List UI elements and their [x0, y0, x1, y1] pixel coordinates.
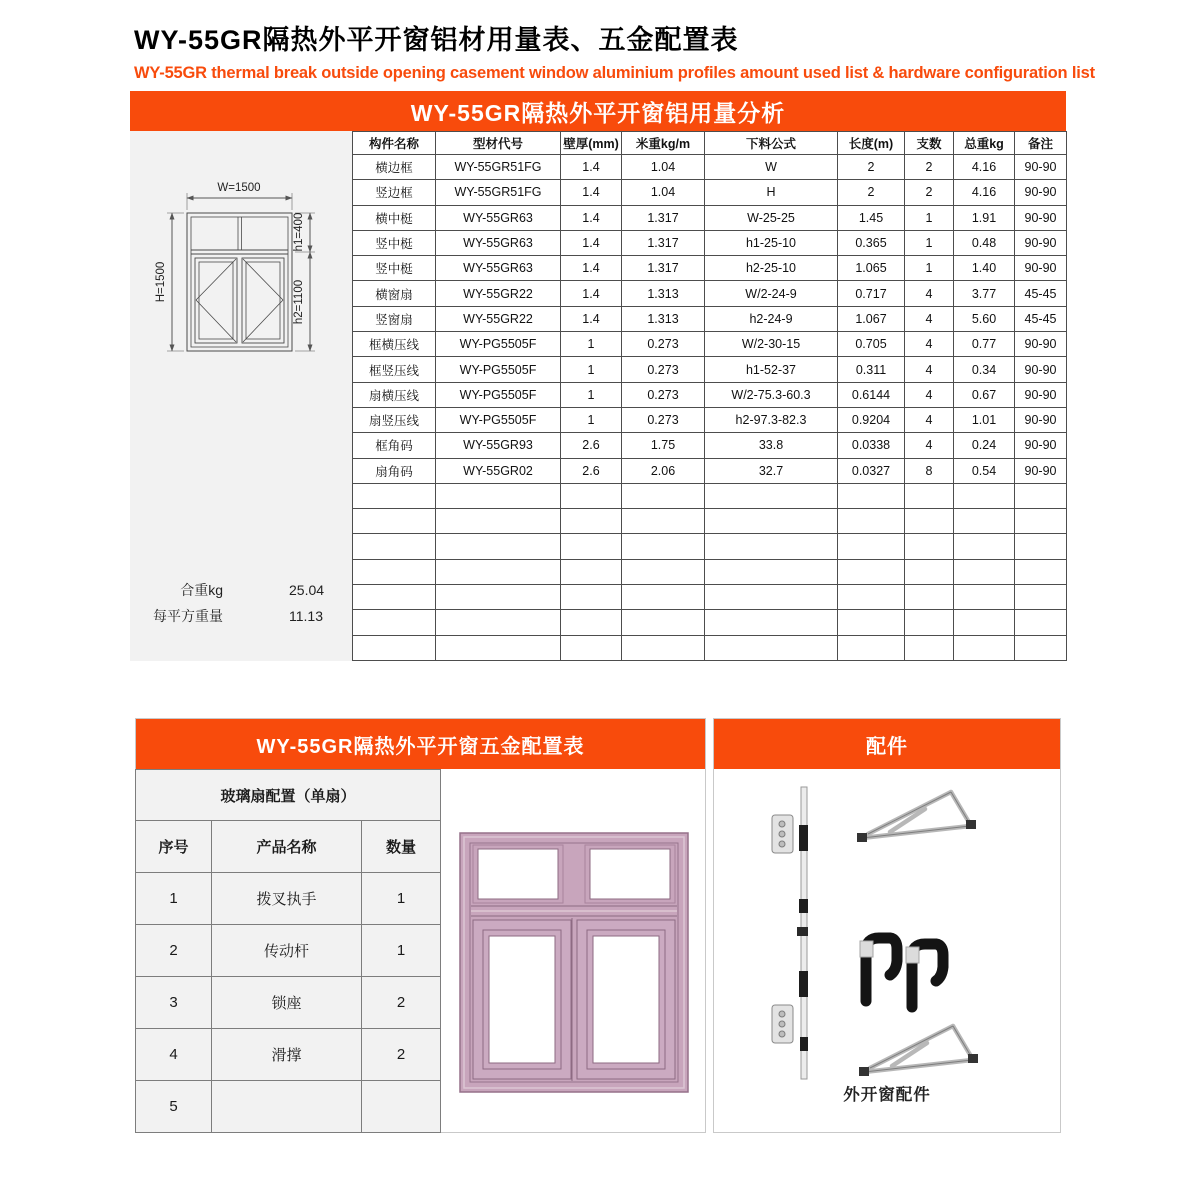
usage-row — [353, 357, 1067, 382]
usage-cell: WY-PG5505F — [436, 357, 561, 382]
usage-cell: 0.77 — [954, 332, 1015, 357]
usage-cell: 扇角码 — [353, 458, 436, 483]
usage-row — [353, 382, 1067, 407]
usage-cell — [561, 610, 622, 635]
usage-row — [353, 610, 1067, 635]
usage-cell: 90-90 — [1015, 256, 1067, 281]
usage-cell — [622, 559, 705, 584]
usage-cell: h1-25-10 — [705, 230, 838, 255]
usage-cell — [1015, 559, 1067, 584]
hardware-cell: 1 — [362, 925, 441, 977]
usage-cell — [705, 585, 838, 610]
usage-cell: 1.04 — [622, 155, 705, 180]
usage-cell: 4 — [905, 332, 954, 357]
usage-cell — [622, 585, 705, 610]
usage-cell: 1.4 — [561, 281, 622, 306]
usage-cell: 4 — [905, 407, 954, 432]
usage-cell — [905, 559, 954, 584]
usage-row — [353, 332, 1067, 357]
usage-cell: 框横压线 — [353, 332, 436, 357]
usage-row — [353, 559, 1067, 584]
usage-column-header: 型材代号 — [436, 132, 561, 155]
usage-cell: WY-55GR51FG — [436, 155, 561, 180]
usage-cell: WY-55GR51FG — [436, 180, 561, 205]
espagnolette-rod-image — [797, 787, 808, 1079]
usage-cell: H — [705, 180, 838, 205]
usage-cell: WY-55GR22 — [436, 281, 561, 306]
usage-cell — [705, 534, 838, 559]
hardware-cell: 锁座 — [212, 977, 362, 1029]
usage-cell: 1.317 — [622, 256, 705, 281]
usage-totals — [130, 577, 352, 629]
usage-cell — [954, 483, 1015, 508]
usage-cell: WY-PG5505F — [436, 332, 561, 357]
usage-cell — [954, 610, 1015, 635]
usage-column-header: 下料公式 — [705, 132, 838, 155]
usage-header-row — [353, 132, 1067, 155]
usage-cell: 90-90 — [1015, 332, 1067, 357]
usage-cell: 90-90 — [1015, 230, 1067, 255]
usage-cell: WY-55GR22 — [436, 306, 561, 331]
usage-cell: 90-90 — [1015, 357, 1067, 382]
usage-cell: W-25-25 — [705, 205, 838, 230]
usage-row — [353, 509, 1067, 534]
usage-cell — [561, 559, 622, 584]
usage-cell: h2-25-10 — [705, 256, 838, 281]
usage-cell: 1 — [905, 205, 954, 230]
usage-cell — [954, 585, 1015, 610]
per-sqm-weight-value: 11.13 — [289, 608, 323, 624]
usage-column-header: 构件名称 — [353, 132, 436, 155]
usage-cell: 0.24 — [954, 433, 1015, 458]
accessories-banner: 配件 — [714, 719, 1060, 769]
usage-cell — [622, 635, 705, 660]
usage-cell — [561, 635, 622, 660]
usage-cell — [561, 483, 622, 508]
usage-row — [353, 230, 1067, 255]
usage-column-header: 米重kg/m — [622, 132, 705, 155]
diagram-width-label: W=1500 — [217, 182, 261, 194]
usage-cell — [705, 509, 838, 534]
usage-cell — [436, 559, 561, 584]
usage-cell: 1.313 — [622, 306, 705, 331]
usage-cell: 4 — [905, 433, 954, 458]
usage-cell: 4 — [905, 281, 954, 306]
usage-cell: 90-90 — [1015, 382, 1067, 407]
usage-cell — [905, 509, 954, 534]
usage-cell — [1015, 635, 1067, 660]
hardware-config-panel — [135, 718, 706, 1133]
usage-cell: WY-55GR63 — [436, 230, 561, 255]
friction-stay-image — [864, 1026, 972, 1072]
usage-cell — [353, 509, 436, 534]
usage-cell — [561, 509, 622, 534]
usage-cell: 0.717 — [838, 281, 905, 306]
usage-cell — [353, 635, 436, 660]
usage-cell: 2.6 — [561, 458, 622, 483]
hardware-row — [136, 977, 441, 1029]
usage-cell: 1.4 — [561, 256, 622, 281]
usage-cell: 3.77 — [954, 281, 1015, 306]
hardware-cell: 3 — [136, 977, 212, 1029]
usage-cell: 竖中梃 — [353, 230, 436, 255]
accessories-caption: 外开窗配件 — [843, 1086, 931, 1104]
usage-cell — [436, 610, 561, 635]
usage-cell — [353, 534, 436, 559]
hardware-column-header: 数量 — [362, 821, 441, 873]
usage-cell: WY-55GR93 — [436, 433, 561, 458]
usage-cell — [436, 483, 561, 508]
usage-cell: 1.4 — [561, 180, 622, 205]
hardware-cell: 5 — [136, 1081, 212, 1133]
usage-cell — [1015, 585, 1067, 610]
usage-cell: 0.48 — [954, 230, 1015, 255]
usage-cell: 2 — [905, 155, 954, 180]
usage-cell: 1.01 — [954, 407, 1015, 432]
usage-cell: 1.04 — [622, 180, 705, 205]
usage-cell — [622, 610, 705, 635]
usage-cell: 1.313 — [622, 281, 705, 306]
usage-row — [353, 483, 1067, 508]
total-weight-row — [130, 577, 352, 603]
usage-cell: 4 — [905, 306, 954, 331]
usage-cell: 0.67 — [954, 382, 1015, 407]
usage-cell: 1.067 — [838, 306, 905, 331]
usage-cell: 0.273 — [622, 382, 705, 407]
usage-cell — [905, 483, 954, 508]
usage-column-header: 壁厚(mm) — [561, 132, 622, 155]
page-title: WY-55GR隔热外平开窗铝材用量表、五金配置表 — [134, 25, 739, 55]
usage-cell: 90-90 — [1015, 458, 1067, 483]
page-subtitle-english: WY-55GR thermal break outside opening casement window aluminium profiles amount used list & hardware configuration list — [134, 64, 1095, 82]
usage-cell — [954, 509, 1015, 534]
usage-cell: 2.6 — [561, 433, 622, 458]
usage-cell: 1.4 — [561, 155, 622, 180]
hardware-body — [136, 769, 705, 1132]
usage-cell: W/2-30-15 — [705, 332, 838, 357]
usage-row — [353, 205, 1067, 230]
diagram-h2-label: h2=1100 — [293, 279, 305, 325]
usage-cell: 竖窗扇 — [353, 306, 436, 331]
usage-column-header: 备注 — [1015, 132, 1067, 155]
usage-cell: 1.40 — [954, 256, 1015, 281]
usage-cell: WY-PG5505F — [436, 407, 561, 432]
usage-cell — [838, 610, 905, 635]
usage-cell: WY-55GR02 — [436, 458, 561, 483]
usage-cell: 32.7 — [705, 458, 838, 483]
usage-cell: 4.16 — [954, 180, 1015, 205]
usage-row — [353, 407, 1067, 432]
hardware-row — [136, 1029, 441, 1081]
hardware-header-row — [136, 821, 441, 873]
usage-cell — [353, 559, 436, 584]
usage-cell: 1.4 — [561, 306, 622, 331]
accessories-body — [714, 769, 1060, 1132]
usage-cell: 1.317 — [622, 230, 705, 255]
usage-column-header: 支数 — [905, 132, 954, 155]
usage-cell: 0.705 — [838, 332, 905, 357]
usage-cell: 45-45 — [1015, 306, 1067, 331]
usage-cell — [838, 559, 905, 584]
usage-cell — [353, 483, 436, 508]
usage-row — [353, 306, 1067, 331]
usage-cell: 1 — [905, 256, 954, 281]
usage-cell — [622, 483, 705, 508]
usage-cell — [436, 635, 561, 660]
usage-cell: 1 — [905, 230, 954, 255]
usage-cell: 4.16 — [954, 155, 1015, 180]
usage-cell: 90-90 — [1015, 180, 1067, 205]
hardware-cell: 2 — [136, 925, 212, 977]
usage-row — [353, 458, 1067, 483]
hardware-cell: 1 — [136, 873, 212, 925]
diagram-height-label: H=1500 — [155, 261, 167, 303]
hardware-cell: 拨叉执手 — [212, 873, 362, 925]
hardware-cell: 2 — [362, 1029, 441, 1081]
usage-cell — [1015, 610, 1067, 635]
usage-cell — [1015, 483, 1067, 508]
usage-cell: 0.9204 — [838, 407, 905, 432]
usage-row — [353, 433, 1067, 458]
hardware-row — [136, 873, 441, 925]
usage-cell: 8 — [905, 458, 954, 483]
hardware-table — [135, 769, 441, 1133]
usage-cell: WY-55GR63 — [436, 256, 561, 281]
usage-cell: 90-90 — [1015, 433, 1067, 458]
usage-cell: 竖边框 — [353, 180, 436, 205]
lock-plate-image — [772, 815, 793, 853]
hardware-accessories-image — [714, 775, 1060, 1080]
usage-cell: 45-45 — [1015, 281, 1067, 306]
casement-window-image — [459, 832, 689, 1093]
usage-cell: 1 — [561, 332, 622, 357]
hardware-row — [136, 1081, 441, 1133]
usage-cell: 1.317 — [622, 205, 705, 230]
usage-cell — [561, 534, 622, 559]
usage-cell: 2 — [838, 180, 905, 205]
usage-cell: 2 — [905, 180, 954, 205]
usage-cell: 1.45 — [838, 205, 905, 230]
usage-cell: 竖中梃 — [353, 256, 436, 281]
lock-plate-image — [772, 1005, 793, 1043]
usage-cell: 横窗扇 — [353, 281, 436, 306]
usage-cell — [1015, 509, 1067, 534]
total-weight-label: 合重kg — [180, 582, 223, 598]
usage-cell — [905, 585, 954, 610]
usage-cell: 0.0338 — [838, 433, 905, 458]
usage-column-header: 长度(m) — [838, 132, 905, 155]
usage-cell — [1015, 534, 1067, 559]
usage-cell — [705, 610, 838, 635]
usage-cell — [705, 483, 838, 508]
usage-cell: 1.4 — [561, 205, 622, 230]
usage-cell — [561, 585, 622, 610]
usage-cell — [436, 534, 561, 559]
usage-cell: 1 — [561, 407, 622, 432]
usage-cell — [954, 559, 1015, 584]
friction-stay-image — [862, 792, 970, 838]
usage-cell — [838, 534, 905, 559]
per-sqm-weight-row — [130, 603, 352, 629]
usage-row — [353, 256, 1067, 281]
usage-cell — [436, 509, 561, 534]
hardware-cell: 滑撑 — [212, 1029, 362, 1081]
usage-cell: 4 — [905, 382, 954, 407]
page-header — [134, 18, 1134, 83]
usage-cell: W/2-24-9 — [705, 281, 838, 306]
usage-banner: WY-55GR隔热外平开窗铝用量分析 — [130, 91, 1066, 131]
usage-cell: 90-90 — [1015, 205, 1067, 230]
usage-cell — [353, 610, 436, 635]
usage-cell: 1.91 — [954, 205, 1015, 230]
usage-cell: 扇竖压线 — [353, 407, 436, 432]
per-sqm-weight-label: 每平方重量 — [153, 608, 223, 624]
usage-row — [353, 534, 1067, 559]
diagram-h1-label: h1=400 — [293, 212, 305, 252]
total-weight-value: 25.04 — [289, 582, 325, 598]
usage-cell: 框角码 — [353, 433, 436, 458]
hardware-row — [136, 925, 441, 977]
hardware-subheader-row — [136, 770, 441, 821]
usage-cell: 0.311 — [838, 357, 905, 382]
usage-cell: 横中梃 — [353, 205, 436, 230]
usage-cell: 0.54 — [954, 458, 1015, 483]
usage-cell: h2-24-9 — [705, 306, 838, 331]
usage-cell: 框竖压线 — [353, 357, 436, 382]
usage-cell: 0.6144 — [838, 382, 905, 407]
usage-cell — [705, 559, 838, 584]
usage-cell: 90-90 — [1015, 407, 1067, 432]
usage-cell: 1.065 — [838, 256, 905, 281]
aluminium-usage-section — [130, 91, 1066, 661]
usage-row — [353, 155, 1067, 180]
usage-cell — [353, 585, 436, 610]
usage-cell — [838, 635, 905, 660]
hardware-cell — [362, 1081, 441, 1133]
usage-row — [353, 585, 1067, 610]
usage-cell: 0.34 — [954, 357, 1015, 382]
usage-body — [130, 131, 1066, 661]
hardware-cell — [212, 1081, 362, 1133]
usage-row — [353, 281, 1067, 306]
usage-cell: 1 — [561, 382, 622, 407]
usage-cell: 1.4 — [561, 230, 622, 255]
usage-cell — [905, 610, 954, 635]
usage-cell — [954, 534, 1015, 559]
usage-cell: 33.8 — [705, 433, 838, 458]
usage-cell — [838, 585, 905, 610]
usage-cell — [705, 635, 838, 660]
usage-cell: 0.273 — [622, 332, 705, 357]
usage-cell: 4 — [905, 357, 954, 382]
hardware-banner: WY-55GR隔热外平开窗五金配置表 — [136, 719, 705, 769]
usage-cell — [838, 509, 905, 534]
usage-cell: WY-PG5505F — [436, 382, 561, 407]
usage-cell — [838, 483, 905, 508]
hardware-cell: 传动杆 — [212, 925, 362, 977]
usage-cell: W/2-75.3-60.3 — [705, 382, 838, 407]
usage-table — [352, 131, 1067, 661]
usage-cell — [622, 534, 705, 559]
window-dimension-diagram — [155, 174, 330, 379]
usage-cell: 横边框 — [353, 155, 436, 180]
usage-cell: 0.0327 — [838, 458, 905, 483]
usage-cell: 1.75 — [622, 433, 705, 458]
usage-cell: W — [705, 155, 838, 180]
usage-cell: 90-90 — [1015, 155, 1067, 180]
usage-cell: 2.06 — [622, 458, 705, 483]
usage-cell: 0.365 — [838, 230, 905, 255]
usage-cell: 2 — [838, 155, 905, 180]
hardware-column-header: 产品名称 — [212, 821, 362, 873]
usage-row — [353, 180, 1067, 205]
usage-cell: h2-97.3-82.3 — [705, 407, 838, 432]
usage-cell — [954, 635, 1015, 660]
diagram-panel — [130, 131, 352, 661]
hardware-cell: 4 — [136, 1029, 212, 1081]
usage-cell — [622, 509, 705, 534]
accessories-panel — [713, 718, 1061, 1133]
usage-column-header: 总重kg — [954, 132, 1015, 155]
usage-cell: WY-55GR63 — [436, 205, 561, 230]
usage-cell: 扇横压线 — [353, 382, 436, 407]
hardware-cell: 2 — [362, 977, 441, 1029]
usage-cell: 1 — [561, 357, 622, 382]
usage-cell: h1-52-37 — [705, 357, 838, 382]
usage-cell — [905, 534, 954, 559]
hardware-subheader: 玻璃扇配置（单扇） — [136, 770, 441, 821]
usage-cell — [436, 585, 561, 610]
hardware-cell: 1 — [362, 873, 441, 925]
usage-cell — [905, 635, 954, 660]
usage-cell: 0.273 — [622, 357, 705, 382]
hardware-column-header: 序号 — [136, 821, 212, 873]
usage-cell: 0.273 — [622, 407, 705, 432]
usage-cell: 5.60 — [954, 306, 1015, 331]
usage-row — [353, 635, 1067, 660]
